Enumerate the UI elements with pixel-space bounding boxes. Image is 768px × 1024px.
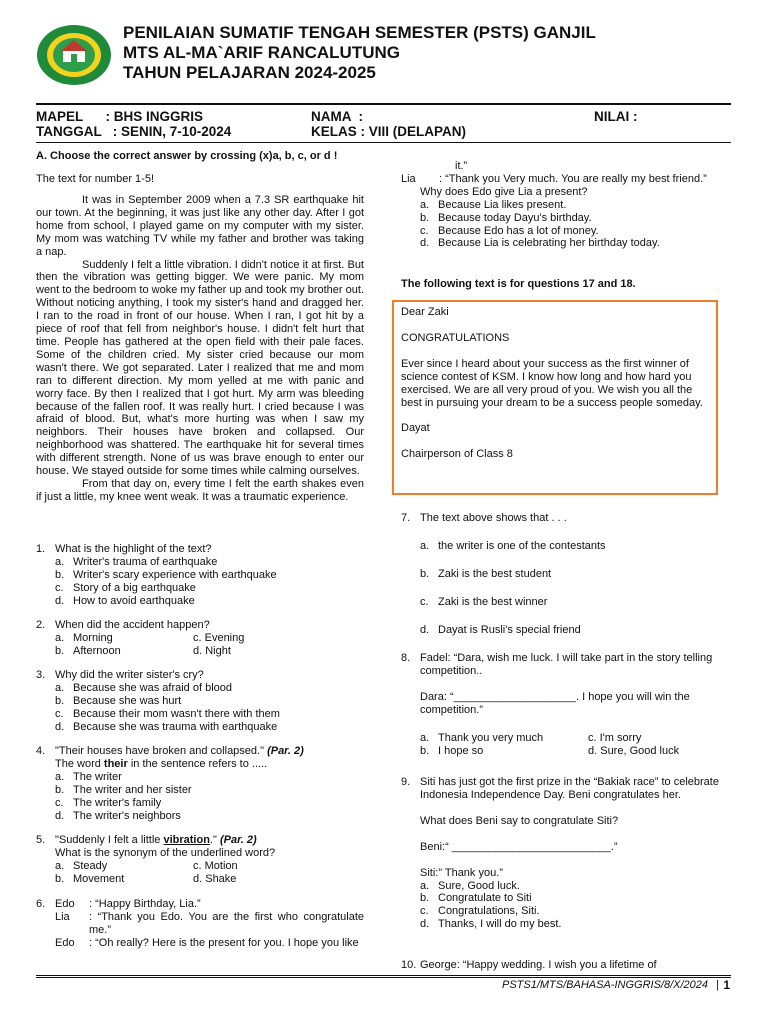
option-a[interactable]: a. Sure, Good luck. — [420, 879, 520, 892]
question-6 — [36, 898, 364, 950]
letter-sender: Dayat — [401, 422, 430, 435]
question-number: 1. — [36, 543, 46, 555]
dialogue-line: Siti:” Thank you.” — [420, 866, 503, 879]
option-c[interactable]: c. Story of a big earthquake — [55, 581, 196, 594]
question-6-continued — [401, 160, 731, 250]
question-10 — [401, 959, 731, 972]
question-text: Why does Edo give Lia a present? — [420, 185, 588, 198]
option-a[interactable]: a. The writer — [55, 770, 122, 783]
option-a[interactable]: a. Thank you very much — [420, 731, 544, 744]
document-code: PSTS1/MTS/BAHASA-INGGRIS/8/X/2024 — [501, 979, 708, 991]
option-b[interactable]: b. Afternoon — [55, 644, 121, 657]
letter-role: Chairperson of Class 8 — [401, 448, 513, 461]
question-text: What is the highlight of the text? — [55, 543, 212, 555]
footer-divider — [36, 975, 731, 976]
question-number: 9. — [401, 776, 411, 788]
footer-separator: | — [716, 979, 719, 991]
dialogue-line: Lia : “Thank you Edo. You are the first who congratulate me.” — [55, 910, 364, 936]
option-c[interactable]: c. Congratulations, Siti. — [420, 905, 540, 918]
option-b[interactable]: b. Movement — [55, 872, 125, 885]
question-text: "Their houses have broken and collapsed." (Par. 2) — [55, 745, 304, 757]
footer-divider-2 — [36, 977, 731, 978]
story-text — [36, 194, 364, 504]
question-text: George: “Happy wedding. I wish you a lifetime of — [420, 959, 657, 971]
option-a[interactable]: a. Steady — [55, 859, 108, 872]
option-d[interactable]: d. Sure, Good luck — [588, 744, 680, 757]
option-b[interactable]: b. Zaki is the best student — [420, 567, 552, 580]
option-d[interactable]: d. Shake — [193, 872, 237, 885]
option-d[interactable]: d. Dayat is Rusli's special friend — [420, 623, 581, 636]
question-text: Siti has just got the first prize in the “Bakiak race” to celebrate Indonesia Independence Day. Beni congratulates her. — [420, 776, 719, 801]
dialogue-line: Lia : “Thank you Very much. You are really my best friend.” — [401, 172, 707, 185]
option-b[interactable]: b. I hope so — [420, 744, 484, 757]
option-c[interactable]: c. The writer's family — [55, 796, 162, 809]
option-b[interactable]: b. Writer's scary experience with earthquake — [55, 568, 277, 581]
letter-greeting: Dear Zaki — [401, 306, 449, 318]
question-text: Why did the writer sister's cry? — [55, 669, 204, 681]
option-a[interactable]: a. Writer's trauma of earthquake — [55, 555, 218, 568]
option-c[interactable]: c. Because their mom wasn't there with them — [55, 707, 280, 720]
option-c[interactable]: c. Zaki is the best winner — [420, 595, 548, 608]
page-number: 1 — [723, 978, 730, 992]
score-field: NILAI : — [594, 109, 638, 124]
header-divider — [36, 103, 731, 105]
option-b[interactable]: b. The writer and her sister — [55, 783, 192, 796]
question-number: 5. — [36, 834, 46, 846]
dialogue-tail: it.” — [455, 160, 468, 172]
story-paragraph-2: Suddenly I felt a little vibration. I didn't notice it at first. But then the vibration was getting bigger. We were panic. My mom went to the bedroom to woke my father up and took my brother out. Without noticing anything, I took my sister's hand and dragged her. I ran to the road in front of our house. When I ran, I got hit by a piece of roof that fell from neighbor's house. I didn't felt hurt that time. People has gathered at the open field with their pale faces. Some of the children cried. My sister cried because our mom wasn't there. We got separated. Later I realized that me and mom ran to different direction. My mom yelled at me with panic and worry face. By then I realized that I got hurt. My arm was bleeding because of the fallen roof. It was really hurt. I cried because I was afraid of blood. But, what's more hurting was when I saw my neighbors. Their houses have broken and collapsed. Our neighborhood was shattered. The earthquake hit for several times with different strength. None of us was brave enough to enter our house. We stayed outside for some times while calming ourselves. — [36, 258, 364, 478]
dialogue-line: Edo : “Happy Birthday, Lia.” — [55, 898, 201, 910]
option-d[interactable]: d. The writer's neighbors — [55, 809, 181, 822]
question-text: The text above shows that . . . — [420, 512, 567, 524]
question-4 — [36, 745, 364, 822]
meta-divider — [36, 142, 731, 143]
option-b[interactable]: b. Congratulate to Siti — [420, 892, 532, 905]
question-7 — [401, 512, 731, 637]
letter-text — [401, 306, 713, 461]
question-subtext: What is the synonym of the underlined word? — [55, 846, 276, 859]
option-a[interactable]: a. Because she was afraid of blood — [55, 681, 232, 694]
question-number: 3. — [36, 669, 46, 681]
question-number: 7. — [401, 512, 411, 524]
dialogue-blank: Dara: “____________________. I hope you will win the competition.” — [420, 690, 690, 716]
question-number: 2. — [36, 619, 46, 631]
question-8 — [401, 652, 731, 757]
letter-heading: CONGRATULATIONS — [401, 331, 510, 344]
option-c[interactable]: c. I'm sorry — [588, 731, 642, 744]
question-3 — [36, 669, 364, 734]
exam-title-line-1: PENILAIAN SUMATIF TENGAH SEMESTER (PSTS) GANJIL — [123, 23, 596, 42]
question-9 — [401, 776, 731, 931]
story-paragraph-3: From that day on, every time I felt the earth shakes even if just a little, my knee went weak. It was a traumatic experience. — [36, 477, 364, 503]
question-number: 8. — [401, 652, 411, 664]
option-d[interactable]: d. Because she was trauma with earthquake — [55, 720, 278, 733]
option-a[interactable]: a. the writer is one of the contestants — [420, 539, 606, 552]
option-d[interactable]: d. Thanks, I will do my best. — [420, 918, 562, 931]
question-subtext: The word their in the sentence refers to ..... — [55, 757, 268, 770]
option-c[interactable]: c. Motion — [193, 859, 238, 872]
option-c[interactable]: c. Evening — [193, 631, 245, 644]
question-5 — [36, 834, 364, 886]
school-logo — [36, 24, 112, 86]
option-c[interactable]: c. Because Edo has a lot of money. — [420, 224, 599, 237]
option-a[interactable]: a. Morning — [55, 631, 113, 644]
question-text: Fadel: “Dara, wish me luck. I will take part in the story telling competition.. — [420, 652, 713, 677]
question-ask: What does Beni say to congratulate Siti? — [420, 814, 619, 827]
question-1 — [36, 543, 364, 608]
option-d[interactable]: d. Night — [193, 644, 231, 657]
question-text: "Suddenly I felt a little vibration." (Par. 2) — [55, 834, 257, 846]
question-number: 10. — [401, 959, 417, 971]
subject-field: MAPEL : BHS INGGRIS — [36, 109, 204, 124]
option-b[interactable]: b. Because she was hurt — [55, 694, 182, 707]
text-intro: The text for number 1-5! — [36, 173, 154, 185]
date-field: TANGGAL : SENIN, 7-10-2024 — [36, 124, 232, 139]
story-paragraph-1: It was in September 2009 when a 7.3 SR earthquake hit our town. At the beginning, it was just like any other day. After I got home from school, I played game on my computer with my sister. My mom was watching TV while my father and brother was taking a nap. — [36, 194, 364, 258]
box-intro: The following text is for questions 17 and 18. — [401, 278, 636, 290]
class-field: KELAS : VIII (DELAPAN) — [311, 124, 466, 139]
academic-year: TAHUN PELAJARAN 2024-2025 — [123, 63, 376, 82]
option-d[interactable]: d. How to avoid earthquake — [55, 594, 195, 607]
option-b[interactable]: b. Because today Dayu's birthday. — [420, 211, 592, 224]
question-number: 6. — [36, 898, 46, 910]
school-name: MTS AL-MA`ARIF RANCALUTUNG — [123, 43, 400, 62]
option-a[interactable]: a. Because Lia likes present. — [420, 198, 567, 211]
question-text: When did the accident happen? — [55, 619, 210, 631]
question-number: 4. — [36, 745, 46, 757]
option-d[interactable]: d. Because Lia is celebrating her birthday today. — [420, 237, 660, 250]
dialogue-line: Edo : “Oh really? Here is the present for you. I hope you like — [55, 936, 359, 949]
name-field: NAMA : — [311, 109, 363, 124]
question-2 — [36, 619, 364, 658]
instruction: A. Choose the correct answer by crossing (x)a, b, c, or d ! — [36, 150, 338, 162]
letter-body: Ever since I heard about your success as the first winner of science contest of KSM. I know how long and how hard you exercised. We are all very proud of you. We wish you all the best in pursuing your dream to be a success people someday. — [401, 357, 703, 409]
dialogue-blank: Beni:“ __________________________.” — [420, 840, 618, 853]
